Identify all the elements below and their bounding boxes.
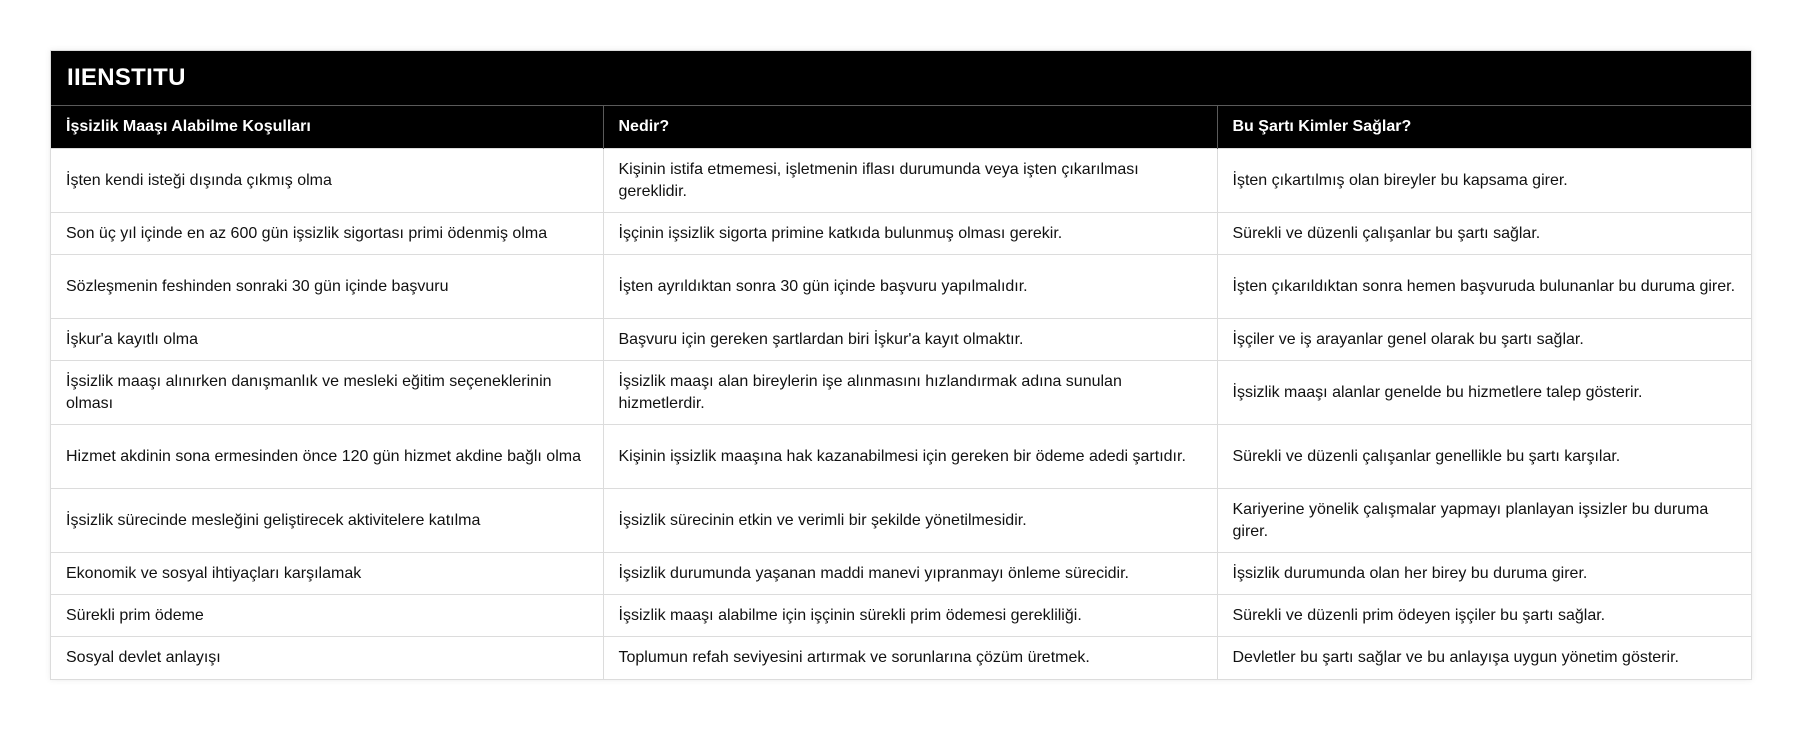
cell-who: İşçiler ve iş arayanlar genel olarak bu şartı sağlar.: [1217, 319, 1751, 361]
cell-who: İşten çıkartılmış olan bireyler bu kapsama girer.: [1217, 149, 1751, 213]
cell-what: Toplumun refah seviyesini artırmak ve sorunlarına çözüm üretmek.: [603, 637, 1217, 679]
cell-what: İşsizlik sürecinin etkin ve verimli bir şekilde yönetilmesidir.: [603, 489, 1217, 553]
table-header-row: [51, 106, 1751, 149]
table-row: [51, 213, 1751, 255]
cell-who: İşsizlik maaşı alanlar genelde bu hizmetlere talep gösterir.: [1217, 361, 1751, 425]
column-header-who: Bu Şartı Kimler Sağlar?: [1217, 106, 1751, 149]
cell-condition: Hizmet akdinin sona ermesinden önce 120 gün hizmet akdine bağlı olma: [51, 425, 603, 489]
table-row: [51, 553, 1751, 595]
cell-what: İşsizlik durumunda yaşanan maddi manevi yıpranmayı önleme sürecidir.: [603, 553, 1217, 595]
cell-who: İşten çıkarıldıktan sonra hemen başvuruda bulunanlar bu duruma girer.: [1217, 255, 1751, 319]
table-row: [51, 595, 1751, 637]
cell-condition: Sözleşmenin feshinden sonraki 30 gün içinde başvuru: [51, 255, 603, 319]
table-row: [51, 255, 1751, 319]
cell-what: İşsizlik maaşı alan bireylerin işe alınmasını hızlandırmak adına sunulan hizmetlerdir.: [603, 361, 1217, 425]
cell-condition: Son üç yıl içinde en az 600 gün işsizlik sigortası primi ödenmiş olma: [51, 213, 603, 255]
cell-who: Devletler bu şartı sağlar ve bu anlayışa uygun yönetim gösterir.: [1217, 637, 1751, 679]
cell-who: Sürekli ve düzenli prim ödeyen işçiler bu şartı sağlar.: [1217, 595, 1751, 637]
brand-title: IIENSTITU: [51, 51, 1751, 106]
table-row: [51, 361, 1751, 425]
cell-what: Başvuru için gereken şartlardan biri İşkur'a kayıt olmaktır.: [603, 319, 1217, 361]
cell-who: İşsizlik durumunda olan her birey bu duruma girer.: [1217, 553, 1751, 595]
cell-condition: İşsizlik maaşı alınırken danışmanlık ve mesleki eğitim seçeneklerinin olması: [51, 361, 603, 425]
table-row: [51, 425, 1751, 489]
cell-condition: Sürekli prim ödeme: [51, 595, 603, 637]
cell-condition: İşkur'a kayıtlı olma: [51, 319, 603, 361]
column-header-what: Nedir?: [603, 106, 1217, 149]
cell-what: İşten ayrıldıktan sonra 30 gün içinde başvuru yapılmalıdır.: [603, 255, 1217, 319]
column-header-condition: İşsizlik Maaşı Alabilme Koşulları: [51, 106, 603, 149]
table-row: [51, 319, 1751, 361]
cell-who: Kariyerine yönelik çalışmalar yapmayı planlayan işsizler bu duruma girer.: [1217, 489, 1751, 553]
cell-what: İşçinin işsizlik sigorta primine katkıda bulunmuş olması gerekir.: [603, 213, 1217, 255]
cell-condition: İşsizlik sürecinde mesleğini geliştirecek aktivitelere katılma: [51, 489, 603, 553]
cell-what: Kişinin işsizlik maaşına hak kazanabilmesi için gereken bir ödeme adedi şartıdır.: [603, 425, 1217, 489]
conditions-table: [51, 106, 1751, 679]
table-card: [50, 50, 1752, 680]
cell-condition: Ekonomik ve sosyal ihtiyaçları karşılamak: [51, 553, 603, 595]
cell-condition: İşten kendi isteği dışında çıkmış olma: [51, 149, 603, 213]
cell-condition: Sosyal devlet anlayışı: [51, 637, 603, 679]
cell-who: Sürekli ve düzenli çalışanlar genellikle bu şartı karşılar.: [1217, 425, 1751, 489]
cell-who: Sürekli ve düzenli çalışanlar bu şartı sağlar.: [1217, 213, 1751, 255]
table-row: [51, 489, 1751, 553]
table-row: [51, 149, 1751, 213]
cell-what: Kişinin istifa etmemesi, işletmenin iflası durumunda veya işten çıkarılması gereklidir.: [603, 149, 1217, 213]
table-row: [51, 637, 1751, 679]
cell-what: İşsizlik maaşı alabilme için işçinin sürekli prim ödemesi gerekliliği.: [603, 595, 1217, 637]
